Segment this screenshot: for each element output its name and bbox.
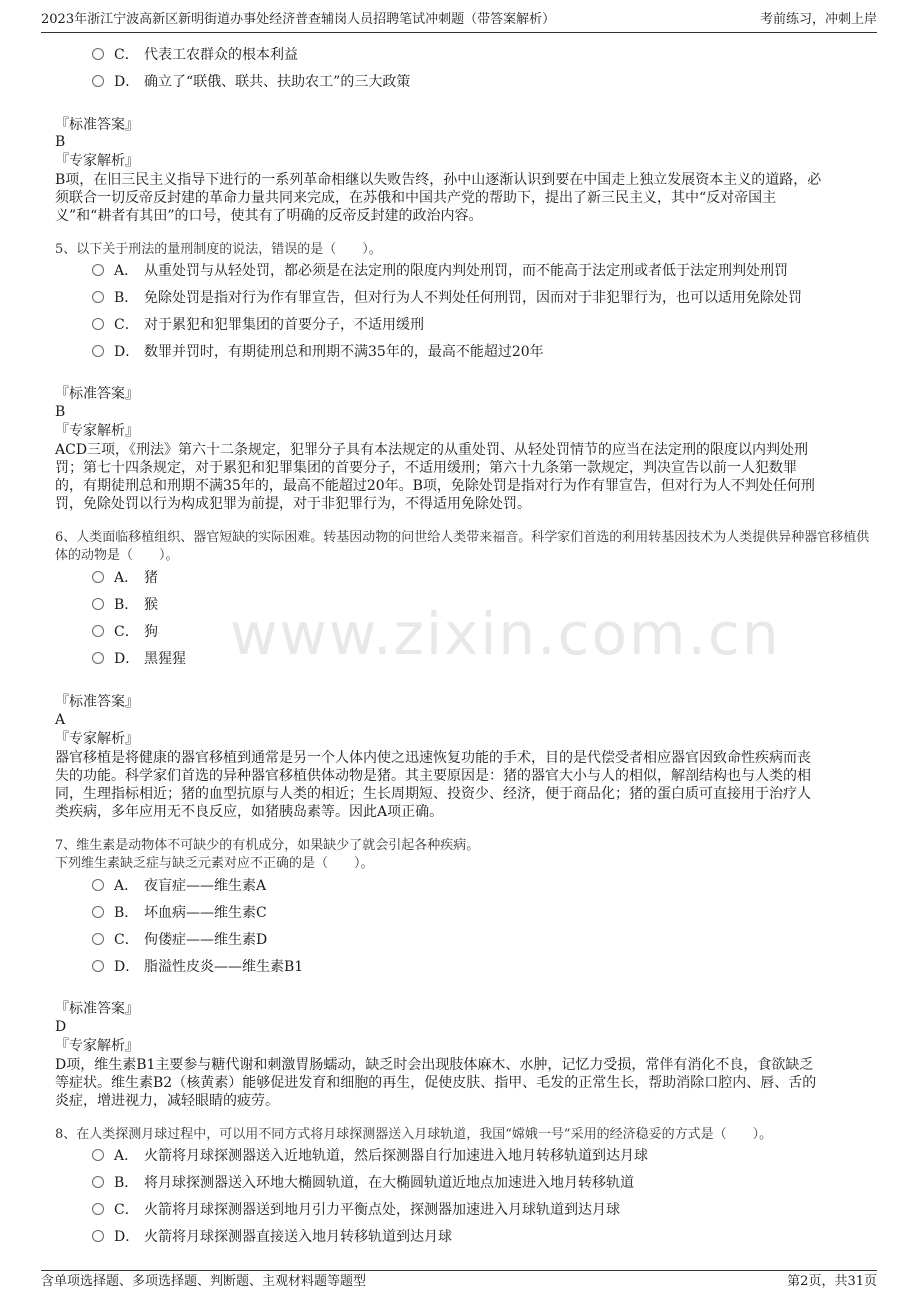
analysis-line: 的，有期徒刑总和刑期不满35年的，最高不能超过20年。B项，免除处罚是指对行为作有罪宣告，但对行为人不判处任何刑 (55, 478, 815, 494)
radio-icon[interactable] (92, 906, 104, 918)
analysis-line: 器官移植是将健康的器官移植到通常是另一个人体内使之迅速恢复功能的手术，目的是代偿受者相应器官因致命性疾病而丧 (55, 750, 811, 766)
radio-icon[interactable] (92, 345, 104, 357)
option-4c[interactable]: C． 代表工农群众的根本利益 (92, 45, 298, 65)
option-5a[interactable]: A． 从重处罚与从轻处罚，都必须是在法定刑的限度内判处刑罚，而不能高于法定刑或者低于法定刑判处刑罚 (92, 261, 788, 281)
analysis-line: 失的功能。科学家们首选的异种器官移植供体动物是猪。其主要原因是：猪的器官大小与人的相似，解剖结构也与人类的相 (55, 768, 811, 784)
analysis-label: 『专家解析』 (55, 1038, 139, 1054)
question-6: 6、人类面临移植组织、器官短缺的实际困难。转基因动物的问世给人类带来福音。科学家们首选的利用转基因技术为人类提供异种器官移植供 (55, 530, 870, 545)
option-8a[interactable]: A． 火箭将月球探测器送入近地轨道，然后探测器自行加速进入地月转移轨道到达月球 (92, 1146, 648, 1166)
analysis-line: 义”和“耕者有其田”的口号，使其有了明确的反帝反封建的政治内容。 (55, 208, 483, 224)
question-7-line2: 下列维生素缺乏症与缺乏元素对应不正确的是（ ）。 (55, 856, 374, 871)
option-8c[interactable]: C． 火箭将月球探测器送到地月引力平衡点处，探测器加速进入月球轨道到达月球 (92, 1200, 620, 1220)
option-8d[interactable]: D． 火箭将月球探测器直接送入地月转移轨道到达月球 (92, 1227, 452, 1247)
answer-value: A (55, 712, 66, 728)
option-8b[interactable]: B． 将月球探测器送入环地大椭圆轨道，在大椭圆轨道近地点加速进入地月转移轨道 (92, 1173, 634, 1193)
radio-icon[interactable] (92, 1203, 104, 1215)
radio-icon[interactable] (92, 879, 104, 891)
page-number: 第2页，共31页 (787, 1274, 877, 1289)
analysis-label: 『专家解析』 (55, 731, 139, 747)
radio-icon[interactable] (92, 598, 104, 610)
analysis-label: 『专家解析』 (55, 153, 139, 169)
option-6d[interactable]: D． 黑猩猩 (92, 649, 186, 669)
answer-value: B (55, 404, 66, 420)
radio-icon[interactable] (92, 1230, 104, 1242)
option-4d[interactable]: D． 确立了“联俄、联共、扶助农工”的三大政策 (92, 72, 410, 92)
answer-value: B (55, 134, 66, 150)
analysis-line: 罚；第七十四条规定，对于累犯和犯罪集团的首要分子，不适用缓刑；第六十九条第一款规定，判决宣告以前一人犯数罪 (55, 460, 797, 476)
document-title: 2023年浙江宁波高新区新明街道办事处经济普查辅岗人员招聘笔试冲刺题（带答案解析） (41, 12, 556, 27)
radio-icon[interactable] (92, 1176, 104, 1188)
analysis-line: 炎症，增进视力，减轻眼睛的疲劳。 (55, 1093, 279, 1109)
radio-icon[interactable] (92, 933, 104, 945)
analysis-line: B项，在旧三民主义指导下进行的一系列革命相继以失败告终，孙中山逐渐认识到要在中国走上独立发展资本主义的道路，必 (55, 172, 822, 188)
analysis-line: 类疾病，多年应用无不良反应，如猪胰岛素等。因此A项正确。 (55, 804, 444, 820)
radio-icon[interactable] (92, 264, 104, 276)
footer-note: 含单项选择题、多项选择题、判断题、主观材料题等题型 (41, 1274, 367, 1289)
page-footer (41, 1270, 877, 1293)
option-7d[interactable]: D． 脂溢性皮炎——维生素B1 (92, 957, 303, 977)
radio-icon[interactable] (92, 625, 104, 637)
answer-label: 『标准答案』 (55, 117, 139, 133)
page-header (41, 8, 877, 33)
option-5d[interactable]: D． 数罪并罚时，有期徒刑总和刑期不满35年的，最高不能超过20年 (92, 342, 544, 362)
answer-label: 『标准答案』 (55, 386, 139, 402)
question-6-line2: 体的动物是（ ）。 (55, 548, 179, 563)
radio-icon[interactable] (92, 75, 104, 87)
answer-value: D (55, 1019, 67, 1035)
radio-icon[interactable] (92, 652, 104, 664)
question-7: 7、维生素是动物体不可缺少的有机成分，如果缺少了就会引起各种疾病。 (55, 838, 480, 853)
option-5c[interactable]: C． 对于累犯和犯罪集团的首要分子，不适用缓刑 (92, 315, 424, 335)
radio-icon[interactable] (92, 48, 104, 60)
radio-icon[interactable] (92, 291, 104, 303)
option-6b[interactable]: B． 猴 (92, 595, 158, 615)
analysis-line: 等症状。维生素B2（核黄素）能够促进发育和细胞的再生，促使皮肤、指甲、毛发的正常生长，帮助消除口腔内、唇、舌的 (55, 1075, 817, 1091)
question-5: 5、以下关于刑法的量刑制度的说法，错误的是（ ）。 (55, 242, 382, 257)
answer-label: 『标准答案』 (55, 1001, 139, 1017)
answer-label: 『标准答案』 (55, 694, 139, 710)
analysis-label: 『专家解析』 (55, 423, 139, 439)
option-7c[interactable]: C． 佝偻症——维生素D (92, 930, 267, 950)
header-slogan: 考前练习，冲刺上岸 (759, 12, 877, 27)
option-6a[interactable]: A． 猪 (92, 568, 158, 588)
analysis-line: 须联合一切反帝反封建的革命力量共同来完成，在苏俄和中国共产党的帮助下，提出了新三民主义，其中“反对帝国主 (55, 190, 777, 206)
analysis-line: 罚，免除处罚以行为构成犯罪为前提，对于非犯罪行为，不得适用免除处罚。 (55, 496, 531, 512)
radio-icon[interactable] (92, 960, 104, 972)
option-5b[interactable]: B． 免除处罚是指对行为作有罪宣告，但对行为人不判处任何刑罚，因而对于非犯罪行为，也可以适用免除处罚 (92, 288, 802, 308)
radio-icon[interactable] (92, 571, 104, 583)
analysis-line: D项，维生素B1主要参与糖代谢和刺激胃肠蠕动，缺乏时会出现肢体麻木、水肿，记忆力受损，常伴有消化不良，食欲缺乏 (55, 1057, 814, 1073)
radio-icon[interactable] (92, 1149, 104, 1161)
option-6c[interactable]: C． 狗 (92, 622, 158, 642)
analysis-line: 同，生理指标相近；猪的血型抗原与人类的相近；生长周期短、投资少、经济，便于商品化；猪的蛋白质可直接用于治疗人 (55, 786, 811, 802)
option-7b[interactable]: B． 坏血病——维生素C (92, 903, 267, 923)
radio-icon[interactable] (92, 318, 104, 330)
watermark: www.zixin.com.cn (230, 600, 781, 668)
analysis-line: ACD三项，《刑法》第六十二条规定，犯罪分子具有本法规定的从重处罚、从轻处罚情节的应当在法定刑的限度以内判处刑 (55, 442, 809, 458)
option-7a[interactable]: A． 夜盲症——维生素A (92, 876, 266, 896)
question-8: 8、在人类探测月球过程中，可以用不同方式将月球探测器送入月球轨道，我国“嫦娥一号”采用的经济稳妥的方式是（ ）。 (55, 1127, 773, 1142)
